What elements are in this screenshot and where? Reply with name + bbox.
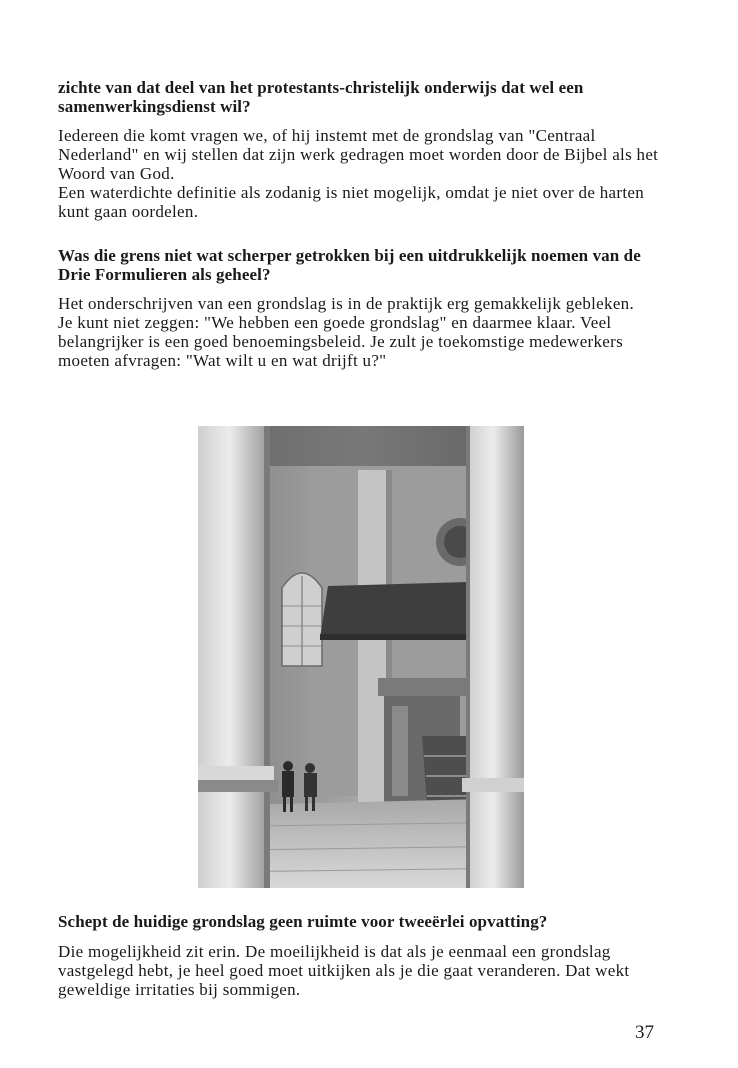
answer-2-paragraph-2: Je kunt niet zeggen: "We hebben een goede grondslag" en daarmee klaar. Veel belangrijker is een goed benoemingsbeleid. Je zult je toekomstige medewerkers moeten afvragen: "Wat wilt u en wat drijft u?" — [58, 313, 624, 370]
intro-question: zichte van dat deel van het protestants-christelijk onderwijs dat wel een samenwerkingsdienst wil? — [58, 78, 584, 116]
answer-2-paragraph-1: Het onderschrijven van een grondslag is in de praktijk erg gemakkelijk gebleken. — [58, 294, 635, 313]
answer-1-paragraph-2: Een waterdichte definitie als zodanig is niet mogelijk, omdat je niet over de harten kunt gaan oordelen. — [58, 183, 645, 221]
question-2: Was die grens niet wat scherper getrokken bij een uitdrukkelijk noemen van de Drie Formulieren als geheel? — [58, 246, 641, 284]
answer-1 — [58, 126, 672, 221]
church-interior-photo — [198, 426, 524, 888]
answer-2 — [58, 294, 672, 370]
answer-1-paragraph-1: Iedereen die komt vragen we, of hij instemt met de grondslag van "Centraal Nederland" en wij stellen dat zijn werk gedragen moet worden door de Bijbel als het Woord van God. — [58, 126, 659, 183]
page-number: 37 — [635, 1022, 654, 1043]
answer-3: Die mogelijkheid zit erin. De moeilijkheid is dat als je eenmaal een grondslag vastgelegd hebt, je heel goed moet uitkijken als je die gaat veranderen. Dat wekt geweldige irritaties bij sommigen. — [58, 942, 630, 999]
question-3: Schept de huidige grondslag geen ruimte voor tweeërlei opvatting? — [58, 912, 548, 931]
